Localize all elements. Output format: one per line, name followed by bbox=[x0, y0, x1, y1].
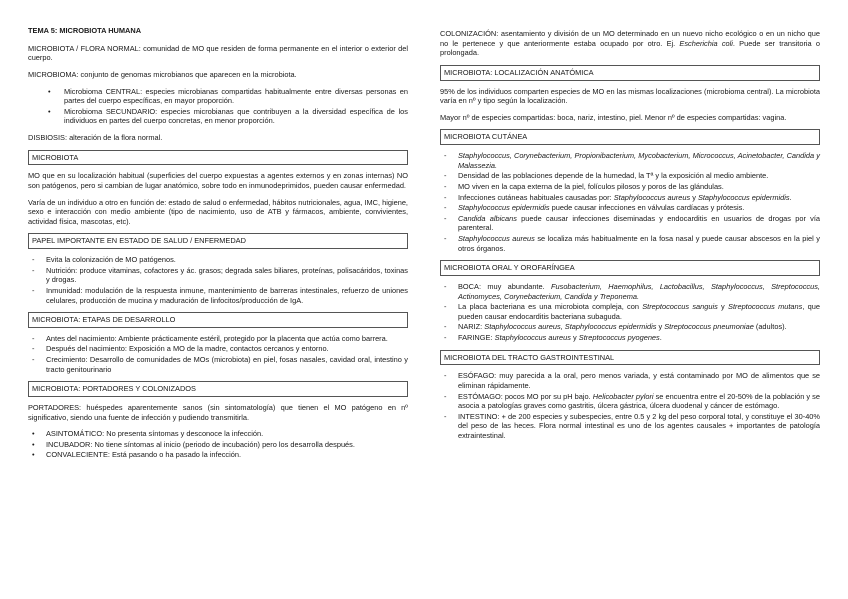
section-header-portadores: MICROBIOTA: PORTADORES Y COLONIZADOS bbox=[28, 381, 408, 397]
list-item: - Candida albicans puede causar infecciones diseminadas y endocarditis en usuarios de drogas por vía parenteral. bbox=[440, 214, 820, 233]
list-item: • INCUBADOR: No tiene síntomas al inicio (periodo de incubación) pero los desarrolla después. bbox=[28, 440, 408, 450]
list-item: - Crecimiento: Desarrollo de comunidades de MOs (microbiota) en piel, fosas nasales, cavidad oral, intestino y tracto genitourinario bbox=[28, 355, 408, 374]
list-item: • ASINTOMÁTICO: No presenta síntomas y desconoce la infección. bbox=[28, 429, 408, 439]
microbiota-paragraph: MO que en su localización habitual (superficies del cuerpo expuestas a agentes externos y en zonas internas) NO son patógenos, pero si cambian de lugar anatómico, sobre todo en inmunodeprimidos, pueden causar enfermedad. bbox=[28, 171, 408, 190]
document-title: TEMA 5: MICROBIOTA HUMANA bbox=[28, 26, 142, 35]
oral-list bbox=[440, 282, 820, 343]
list-item: - Densidad de las poblaciones depende de la humedad, la Tª y la exposición al medio ambiente. bbox=[440, 171, 820, 181]
list-item: - Nutrición: produce vitaminas, cofactores y ác. grasos; degrada sales biliares, proteínas, polisacáridos, toxinas y drogas. bbox=[28, 266, 408, 285]
list-item: - Inmunidad: modulación de la respuesta inmune, mantenimiento de barreras intestinales, refuerzo de uniones celulares, producción de mucina y maduración de linfocitos/producción de IgA. bbox=[28, 286, 408, 305]
list-item: - MO viven en la capa externa de la piel, folículos pilosos y poros de las glándulas. bbox=[440, 182, 820, 192]
section-header-oral: MICROBIOTA ORAL Y OROFARÍNGEA bbox=[440, 260, 820, 276]
papel-list bbox=[28, 255, 408, 305]
section-header-gastro: MICROBIOTA DEL TRACTO GASTROINTESTINAL bbox=[440, 350, 820, 366]
right-column bbox=[440, 29, 820, 448]
list-item: - FARINGE: Staphylococcus aureus y Streptococcus pyogenes. bbox=[440, 333, 820, 343]
section-header-localizacion: MICROBIOTA: LOCALIZACIÓN ANATÓMICA bbox=[440, 65, 820, 81]
list-item: - Staphylococcus aureus se localiza más habitualmente en la fosa nasal y puede causar abscesos en la piel y otros órganos. bbox=[440, 234, 820, 253]
list-item: - INTESTINO: + de 200 especies y subespecies, entre 0.5 y 2 kg del peso corporal total, y constituye el 30-40% del peso de las heces. Flora normal intestinal es uno de los agentes causales + importantes de patología extraintestinal. bbox=[440, 412, 820, 441]
section-header-cutanea: MICROBIOTA CUTÁNEA bbox=[440, 129, 820, 145]
list-item: - Staphylococcus epidermidis puede causar infecciones en válvulas cardíacas y prótesis. bbox=[440, 203, 820, 213]
list-item: - Staphylococcus, Corynebacterium, Propionibacterium, Mycobacterium, Micrococcus, Acinetobacter, Candida y Malassezia. bbox=[440, 151, 820, 170]
list-item: - ESÓFAGO: muy parecida a la oral, pero menos variada, y está contaminado por MO de alimentos que se eliminan rápidamente. bbox=[440, 371, 820, 390]
section-header-etapas: MICROBIOTA: ETAPAS DE DESARROLLO bbox=[28, 312, 408, 328]
disbiosis-definition: DISBIOSIS: alteración de la flora normal. bbox=[28, 133, 163, 142]
list-item: - ESTÓMAGO: pocos MO por su pH bajo. Helicobacter pylori se encuentra entre el 20-50% de la población y se asocia a patologías graves como gastritis, úlcera gástrica, úlcera duodenal y cáncer de estómago. bbox=[440, 392, 820, 411]
list-item: - Antes del nacimiento: Ambiente prácticamente estéril, protegido por la placenta que actúa como barrera. bbox=[28, 334, 408, 344]
section-header-microbiota: MICROBIOTA bbox=[28, 150, 408, 166]
list-item: - NARIZ: Staphylococcus aureus, Staphylococcus epidermidis y Streptococcus pneumoniae (adultos). bbox=[440, 322, 820, 332]
portadores-paragraph: PORTADORES: huéspedes aparentemente sanos (sin sintomatología) que tienen el MO patógeno en nº significativo, siendo una fuente de infección y pudiendo transmitirla. bbox=[28, 402, 408, 422]
list-item: • Microbioma SECUNDARIO: especies microbianas que contribuyen a la diversidad específica de los individuos en partes del cuerpo concretas, en menor proporción. bbox=[28, 107, 408, 126]
left-column bbox=[28, 26, 408, 467]
colonizacion-definition: COLONIZACIÓN: asentamiento y división de un MO determinado en un nuevo nicho ecológico o en un nicho que no le pertenece y que anteriormente estaba ocupado por otro. Ej. Escherichia coli. Puede ser transitoria o prolongada. bbox=[440, 29, 820, 58]
list-item: - La placa bacteriana es una microbiota compleja, con Streptococcus sanguis y Streptococcus mutans, que pueden causar endocarditis bacteriana subaguda. bbox=[440, 302, 820, 321]
species-paragraph: Mayor nº de especies compartidas: boca, nariz, intestino, piel. Menor nº de especies compartidas: vagina. bbox=[440, 112, 787, 122]
list-item: - Después del nacimiento: Exposición a MO de la madre, contactos cercanos y entorno. bbox=[28, 344, 408, 354]
list-item: • CONVALECIENTE: Está pasando o ha pasado la infección. bbox=[28, 450, 408, 460]
section-header-papel: PAPEL IMPORTANTE EN ESTADO DE SALUD / ENFERMEDAD bbox=[28, 233, 408, 249]
list-item: - Evita la colonización de MO patógenos. bbox=[28, 255, 408, 265]
etapas-list bbox=[28, 334, 408, 375]
microbioma-definition: MICROBIOMA: conjunto de genomas microbianos que aparecen en la microbiota. bbox=[28, 69, 297, 79]
cutanea-list bbox=[440, 151, 820, 253]
variation-paragraph: Varía de un individuo a otro en función de: estado de salud o enfermedad, hábitos nutricionales, agua, IMC, higiene, sexo e interacción con medio ambiente (tipo de nacimiento, uso de ATB y fármacos, ambiente, convivientes, actividad física, mascotas, etc). bbox=[28, 197, 408, 226]
gastro-list bbox=[440, 371, 820, 440]
list-item: • Microbioma CENTRAL: especies microbianas compartidas habitualmente entre diversas personas en partes del cuerpo específicas, en mayor proporción. bbox=[28, 87, 408, 106]
localizacion-paragraph: 95% de los individuos comparten especies de MO en las mismas localizaciones (microbioma central). La microbiota varía en nº y tipo según la localización. bbox=[440, 86, 820, 106]
list-item: - Infecciones cutáneas habituales causadas por: Staphylococcus aureus y Staphylococcus epidermidis. bbox=[440, 193, 820, 203]
list-item: - BOCA: muy abundante. Fusobacterium, Haemophilus, Lactobacillus, Staphylococcus, Streptococcus, Actinomyces, Corynebacterium, Candida y Treponema. bbox=[440, 282, 820, 301]
portadores-list bbox=[28, 429, 408, 460]
flora-definition: MICROBIOTA / FLORA NORMAL: comunidad de MO que residen de forma permanente en el interior o exterior del cuerpo. bbox=[28, 43, 408, 63]
microbioma-list bbox=[28, 87, 408, 127]
